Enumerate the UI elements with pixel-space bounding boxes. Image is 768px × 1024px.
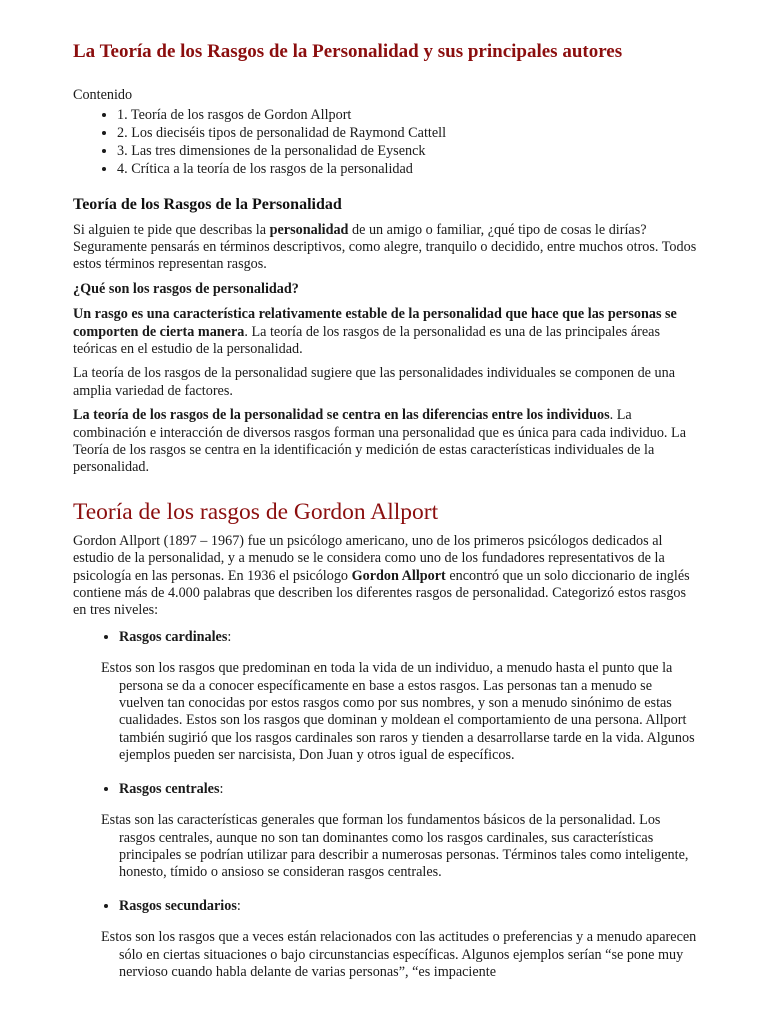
paragraph-intro <box>73 222 698 274</box>
toc-item-cattell[interactable]: • 2. Los dieciséis tipos de personalidad de Raymond Cattell <box>117 125 698 142</box>
trait-name: Rasgos centrales <box>119 780 220 797</box>
trait-list-cardinales <box>73 629 698 646</box>
toc-item-allport[interactable]: • 1. Teoría de los rasgos de Gordon Allport <box>117 107 698 124</box>
bold-definition: Un rasgo es una característica relativamente estable de la personalidad que hace que las personas se comporten de cierta manera <box>73 306 677 340</box>
trait-list-centrales <box>73 781 698 798</box>
trait-name: Rasgos cardinales <box>119 628 228 645</box>
section-heading-allport: Teoría de los rasgos de Gordon Allport <box>73 498 439 525</box>
trait-name: Rasgos secundarios <box>119 897 237 914</box>
trait-list-secundarios <box>73 898 698 915</box>
question-heading: ¿Qué son los rasgos de personalidad? <box>73 280 299 297</box>
document-title: La Teoría de los Rasgos de la Personalidad y sus principales autores <box>73 41 623 62</box>
paragraph-text: de un amigo o familiar, ¿qué tipo de cosas le dirías? Seguramente pensarás en términos descriptivos, como alegre, tranquilo o decidido, entre muchos otros. Todos estos términos representan rasgos. <box>73 221 697 273</box>
trait-item: • Rasgos cardinales: <box>119 629 698 646</box>
trait-description-secundarios: Estos son los rasgos que a veces están relacionados con las actitudes o preferencias y a menudo aparecen sólo en ciertas situaciones o bajo circunstancias específicas. Algunos ejemplos serían “se pone muy nervioso cuando habla delante de varias personas”, “es impaciente <box>101 929 697 980</box>
paragraph-text: . La combinación e interacción de diversos rasgos forman una personalidad que es única para cada individuo. La Teoría de los rasgos se centra en la identificación y medición de estas características individuales de la personalidad. <box>73 407 686 476</box>
trait-item: • Rasgos centrales: <box>119 781 698 798</box>
trait-description-centrales: Estas son las características generales que forman los fundamentos básicos de la personalidad. Los rasgos centrales, aunque no son tan dominantes como los rasgos cardinales, sus características principales se podrían utilizar para describir a numerosas personas. Términos tales como inteligente, honesto, tímido o ansioso se consideran rasgos centrales. <box>101 812 689 881</box>
paragraph-text: Si alguien te pide que describas la <box>73 221 270 238</box>
paragraph-text: Gordon Allport (1897 – 1967) fue un psicólogo americano, uno de los primeros psicólogos dedicados al estudio de la personalidad, y a menudo se le considera como uno de los fundadores representativos de la psicología en las personas. En 1936 el psicólogo <box>73 532 665 584</box>
trait-item: • Rasgos secundarios: <box>119 898 698 915</box>
paragraph-allport-intro <box>73 533 698 620</box>
toc-label: Contenido <box>73 87 133 103</box>
paragraph-factors: La teoría de los rasgos de la personalidad sugiere que las personalidades individuales se componen de una amplia variedad de factores. <box>73 365 675 399</box>
bold-statement: La teoría de los rasgos de la personalidad se centra en las diferencias entre los individuos <box>73 407 610 424</box>
bold-term: personalidad <box>269 221 349 238</box>
bold-name: Gordon Allport <box>351 567 446 584</box>
toc-item-critica[interactable]: • 4. Crítica a la teoría de los rasgos de la personalidad <box>117 161 698 178</box>
paragraph-definition <box>73 306 698 358</box>
paragraph-differences <box>73 407 698 477</box>
paragraph-text: . La teoría de los rasgos de la personalidad es una de las principales áreas teóricas en el estudio de la personalidad. <box>73 323 660 357</box>
paragraph-text: encontró que un solo diccionario de inglés contiene más de 4.000 palabras que describen los diferentes rasgos de personalidad. Categorizó estos rasgos en tres niveles: <box>73 567 690 619</box>
toc-item-eysenck[interactable]: • 3. Las tres dimensiones de la personalidad de Eysenck <box>117 143 698 160</box>
trait-description-cardinales: Estos son los rasgos que predominan en toda la vida de un individuo, a menudo hasta el punto que la persona se da a conocer específicamente en base a estos rasgos. Las personas tan a menudo se vuelven tan conocidas por estos rasgos como por sus nombres, y son a menudo sinónimo de estas cualidades. Estos son los rasgos que dominan y moldean el comportamiento de una persona. Allport también sugirió que los rasgos cardinales son raros y tienden a desarrollarse tarde en la vida. Algunos ejemplos pueden ser narcisista, Don Juan y otros igual de específicos. <box>101 660 695 764</box>
table-of-contents <box>73 107 698 178</box>
section-heading-teoria: Teoría de los Rasgos de la Personalidad <box>73 195 342 213</box>
